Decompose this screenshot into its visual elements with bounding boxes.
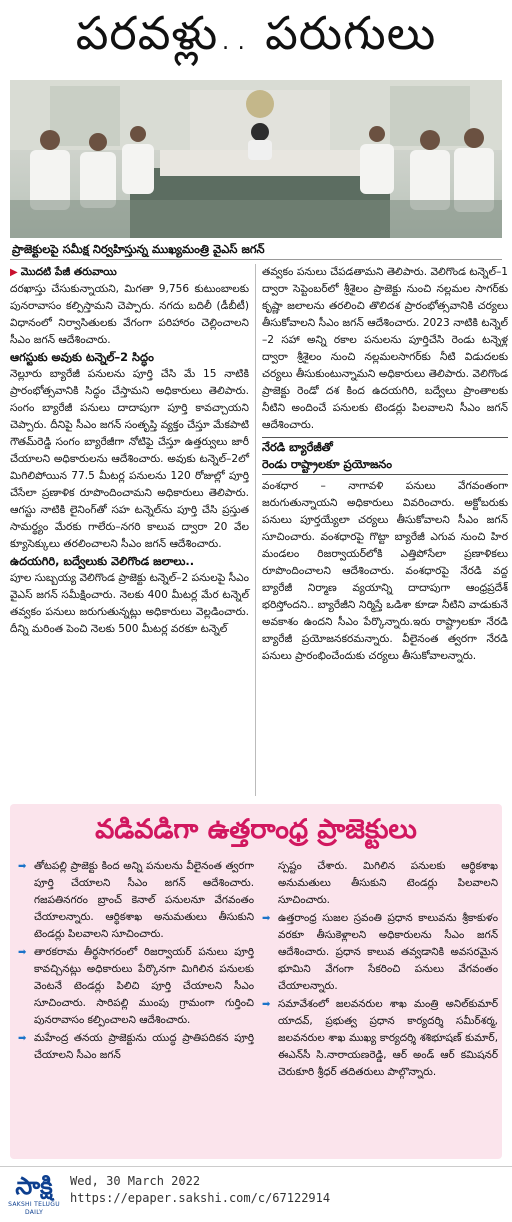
list-item: [18, 1030, 254, 1064]
subheading: నేరడి బ్యారేజీతో: [262, 440, 333, 454]
edition-date: Wed, 30 March 2022: [70, 1174, 201, 1188]
subheading-block: [262, 437, 508, 475]
logo-wordmark: సాక్షి: [15, 1172, 53, 1200]
paragraph: నెల్లూరు బ్యారేజీ పనులను పూర్తి చేసి మే 15 నాటికి ప్రారంభోత్సవానికి సిద్ధం చేస్తామని అధికారులు తెలిపారు. సంగం బ్యారేజీ పనులు దాదాపుగా పూర్తి కావచ్చాయని చెప్పారు. దీనిపై సీఎం జగన్ సంతృప్తి వ్యక్తం చేస్తూ మేకపాటి గౌతమ్‌రెడ్డి సంగం బ్యారేజీగా నోటిఫై చేస్తూ ఉత్తర్వులు జారీ చేయాలని అధికారులను ఆదేశించారు. అవుకు టన్నెల్–2లో మిగిలిపోయిన 77.5 మీటర్ల పనులను 120 రోజుల్లో పూర్తి చేసేలా ప్రణాళిక రూపొందించామని అధికారులు తెలిపారు. ఆగస్టు నాటికి లైనింగ్‌తో సహ టన్నెల్‌ను పూర్తి చేసి ప్రస్తుత సామర్థ్యం మేరకు గాలేరు–నగరి కాలువ ద్వారా 20 వేల క్యూసెక్కులు తరలించాలని సీఎం జగన్ ఆదేశించారు.: [10, 368, 249, 550]
list-item: [18, 944, 254, 1029]
arrow-bullet-icon: ➡: [262, 913, 271, 924]
box-right-column: [262, 858, 498, 1154]
paragraph: దరఖాస్తు చేసుకున్నాయని, మిగతా 9,756 కుటుంబాలకు పునరావాసం కల్పిస్తామని చెప్పారు. నగదు బదిలీ (డీబీటీ) విధానంలో నిర్వాసితులకు వేగంగా పరిహారం చెల్లించాలని సీఎం జగన్ ఆదేశించారు.: [10, 283, 249, 346]
subheading: ఆగస్టుకు అవుకు టన్నెల్–2 సిద్ధం: [10, 350, 154, 364]
list-item-continued: [262, 858, 498, 909]
paragraph: పూల సుబ్బయ్య వెలిగొండ ప్రాజెక్టు టన్నెల్–2 పనులపై సీఎం వైఎస్ జగన్ సమీక్షించారు. నెలకు 400 మీటర్ల మేర టన్నెల్ తవ్వకం పనులు జరుగుతున్నట్లు అధికారులు వెల్లడించారు. దీన్ని మరింత పెంచి నెలకు 500 మీటర్ల వరకూ టన్నెల్: [10, 572, 249, 635]
article-right-column: [262, 264, 508, 796]
list-item-text: తోటపల్లి ప్రాజెక్టు కింద అన్ని పనులను వీలైనంత త్వరగా పూర్తి చేయాలని సీఎం జగన్ ఆదేశించారు. గజపతినగరం బ్రాంచ్ కెనాల్ పనులనూ వేగవంతం చేయాలన్నారు. ఆర్థికశాఖ అనుమతులు తీసుకుని టెండర్లు పిలవాలని సూచించారు.: [34, 860, 254, 940]
edition-url[interactable]: https://epaper.sakshi.com/c/67122914: [70, 1191, 331, 1205]
subheading: రెండు రాష్ట్రాలకూ ప్రయోజనం: [262, 457, 393, 471]
list-item-text: మహేంద్ర తనయ ప్రాజెక్టును యుద్ధ ప్రాతిపదికన పూర్తి చేయాలని సీఎం జగన్: [34, 1032, 254, 1061]
logo-tagline: SAKSHI TELUGU DAILY: [8, 1201, 60, 1216]
sakshi-logo: [6, 1171, 62, 1216]
list-item-text: ఉత్తరాంధ్ర సుజల స్రవంతి ప్రధాన కాలువను శ్రీకాకుళం వరకూ తీసుకెళ్లాలని అధికారులను సీఎం జగన్ ఆదేశించారు. ప్రధాన కాలువ తవ్వడానికి అవసరమైన భూమిని వేగంగా సేకరించి పనులు వేగవంతం చేయాలన్నారు.: [278, 912, 498, 992]
list-item-text: సమావేశంలో జలవనరుల శాఖ మంత్రి అనిల్‌కుమార్ యాదవ్, ప్రభుత్వ ప్రధాన కార్యదర్శి సమీర్‌శర్మ, జలవనరుల శాఖ ముఖ్య కార్యదర్శి శశిభూషణ్ కుమార్, ఈఎన్‌సీ సి.నారాయణరెడ్డి, ఆర్ అండ్ ఆర్ కమిషనర్ చెరుకూరి శ్రీధర్ తదితరులు పాల్గొన్నారు.: [278, 998, 498, 1078]
arrow-bullet-icon: ➡: [18, 947, 27, 958]
arrow-bullet-icon: ➡: [262, 999, 271, 1010]
red-triangle-icon: ▶: [10, 267, 18, 278]
subheading: ఉదయగిరి, బద్వేలుకు వెలిగొండ జలాలు..: [10, 554, 195, 568]
box-left-column: [18, 858, 254, 1154]
continued-text: మొదటి పేజీ తరువాయి: [20, 266, 117, 278]
edition-info: [70, 1173, 370, 1207]
list-item: [262, 910, 498, 995]
list-item: [18, 858, 254, 943]
box-title: వడివడిగా ఉత్తరాంధ్ర ప్రాజెక్టులు: [95, 814, 417, 845]
paragraph: తవ్వకం పనులు చేపడతామని తెలిపారు. వెలిగొండ టన్నెల్–1 ద్వారా సెప్టెంబర్‌లో శ్రీశైలం ప్రాజెక్టు నుంచి నల్లమల సాగర్‌కు కృష్ణా జలాలను తరలించి తొలిదశ ప్రారంభోత్సవానికి చర్యలు తీసుకోవాలని సీఎం జగన్ ఆదేశించారు. 2023 నాటికి టన్నెల్ –2 సహా అన్ని రకాల పనులను పూర్తిచేసి రెండు టన్నెళ్ల ద్వారా శ్రీశైలం నుంచి నల్లమలసాగర్‌కు నీటి విడుదలకు చర్యలు తీసుకుంటున్నామని అధికారులు తెలిపారు. వెలిగొండ ప్రాజెక్టు రెండో దశ కింద ఉదయగిరి, బద్వేలు ప్రాంతాలకు నీటిని అందించే పనులకు టెండర్లు పిలవాలని సీఎం జగన్ ఆదేశించారు.: [262, 266, 508, 431]
headline: పరవళ్లు.. పరుగులు: [75, 6, 437, 60]
arrow-bullet-icon: ➡: [18, 861, 27, 872]
list-item-text: స్పష్టం చేశారు. మిగిలిన పనులకు ఆర్థికశాఖ అనుమతులు తీసుకుని టెండర్లు పిలవాలని సూచించారు.: [278, 860, 498, 906]
meeting-photo: [10, 80, 502, 238]
list-item-text: తారకరామ తీర్థసాగరంలో రిజర్వాయర్ పనులు పూర్తి కావచ్చినట్లు అధికారులు పేర్కొనగా మిగిలిన పనులకు వెంటనే టెండర్లు పిలిచి పూర్తి చేయాలని సీఎం సూచించారు. సారిపల్లి ముంపు గ్రామంగా గుర్తించి పునరావాసం కల్పించాలని ఆదేశించారు.: [34, 946, 254, 1026]
page-footer: [0, 1166, 512, 1222]
continued-from-front-label: [10, 264, 249, 281]
list-item: [262, 996, 498, 1081]
paragraph: వంశధార – నాగావళి పనులు వేగవంతంగా జరుగుతున్నాయని అధికారులు వివరించారు. అక్టోబరుకు పనులు పూర్తయ్యేలా చర్యలు తీసుకోవాలని సీఎం జగన్ సూచించారు. వంశధారపై గొట్టా బ్యారేజీ ఎగువ నుంచి హిర మండలం రిజర్వాయర్‌లోకి ఎత్తిపోసేలా ప్రణాళికలు రూపొందించాలని ఆదేశించారు. వంశధారపై నేరడి వద్ద బ్యారేజీ నిర్మాణ వ్యయాన్ని దాదాపుగా ఆంధ్రప్రదేశ్ భరిస్తోందని.. బ్యారేజీని నిర్మిస్తే ఒడిశా కూడా నీటిని వాడుకునే అవకాశం ఉందని సీఎం పేర్కొన్నారు.ఇరు రాష్ట్రాలకూ నేరడి బ్యారేజీ ప్రయోజనకరమన్నారు. వీలైనంత త్వరగా నేరడి పనులు ప్రారంభించేందుకు చర్యలు తీసుకోవాలన్నారు.: [262, 480, 508, 662]
sidebar-box: [10, 804, 502, 1159]
photo-caption: ప్రాజెక్టులపై సమీక్ష నిర్వహిస్తున్న ముఖ్యమంత్రి వైఎస్ జగన్: [10, 238, 502, 260]
arrow-bullet-icon: ➡: [18, 1033, 27, 1044]
article-left-column: [10, 264, 256, 796]
